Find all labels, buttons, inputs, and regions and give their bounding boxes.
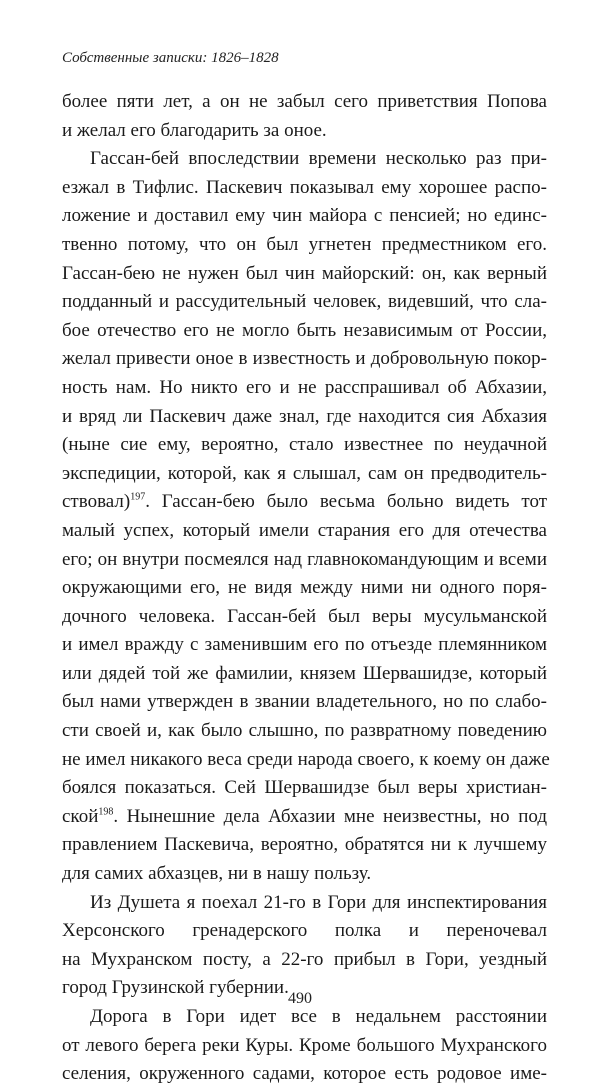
text-line: желал привести оное в известность и добровольную покор- [62,348,547,370]
text-line: Дорога в Гори идет все в недальнем расстоянии [90,1006,547,1027]
body-text [62,88,550,1089]
text-line: езжал в Тифлис. Паскевич показывал ему хорошее распо- [62,176,547,198]
text-line: город Грузинской губернии. [62,977,289,999]
text-line: ложение и доставил ему чин майора с пенсией; но единс- [62,205,547,227]
text-line: или дядей той же фамилии, князем Шервашидзе, который [62,662,547,684]
text-segment: . Гассан-бею было весьма больно видеть тот [145,491,547,513]
text-segment: ской [62,805,99,827]
text-line: твенно потому, что он был угнетен предместником его. [62,233,547,255]
text-line: подданный и рассудительный человек, видевший, что сла- [62,291,547,313]
text-line: бое отечество его не могло быть независимым от России, [62,319,547,341]
text-line: Из Душета я поехал 21-го в Гори для инспектирования [90,891,547,913]
text-line: более пяти лет, а он не забыл сего приветствия Попова [62,91,547,112]
text-line: для самих абхазцев, ни в нашу пользу. [62,863,372,885]
text-line: его; он внутри посмеялся над главнокомандующим и всеми [62,548,547,570]
text-line: Гассан-бею не нужен был чин майорский: он, как верный [62,262,547,284]
text-line: не имел никакого веса среди народа своего, к коему он даже [62,748,550,770]
text-line: и желал его благодарить за оное. [62,119,327,141]
text-segment: ствовал) [62,491,131,513]
running-head: Собственные записки: 1826–1828 [62,50,279,66]
text-line: боялся показаться. Сей Шервашидзе был веры христиан- [62,777,547,799]
text-line-with-footnote [62,803,547,832]
text-line: Херсонского гренадерского полка и переночевал [62,920,547,942]
text-line: (ныне сие ему, вероятно, стало известнее по неудачной [62,434,547,456]
text-line: и вряд ли Паскевич даже знал, где находится сия Абхазия [62,405,547,427]
text-line: правлением Паскевича, вероятно, обратятся ни к лучшему [62,834,547,856]
text-line: ность нам. Но никто его и не расспрашивал об Абхазии, [62,376,547,398]
footnote-ref-198[interactable]: 198 [98,806,114,818]
text-line: селения, окруженного садами, которое есть родовое име- [62,1063,547,1085]
text-line: дочного человека. Гассан-бей был веры мусульманской [62,605,547,627]
text-line: Гассан-бей впоследствии времени несколько раз при- [90,148,547,170]
text-line: сти своей и, как было слышно, по развратному поведению [62,720,547,742]
text-line: на Мухранском посту, а 22-го прибыл в Гори, уездный [62,948,547,970]
text-line: экспедиции, которой, как я слышал, сам он предводитель- [62,462,547,484]
footnote-ref-197[interactable]: 197 [130,491,146,503]
text-line: малый успех, который имели старания его для отечества [62,519,547,541]
text-line: был нами утвержден в звании владетельного, но по слабо- [62,691,547,713]
text-line: от левого берега реки Куры. Кроме большого Мухранского [62,1034,547,1056]
text-line: и имел вражду с заменившим его по отъезде племянником [62,634,547,656]
text-segment: . Нынешние дела Абхазии мне неизвестны, но под [113,805,547,827]
page-number: 490 [288,990,312,1007]
text-line-with-footnote [62,488,547,517]
text-line: окружающими его, не видя между ними ни одного поря- [62,577,547,599]
